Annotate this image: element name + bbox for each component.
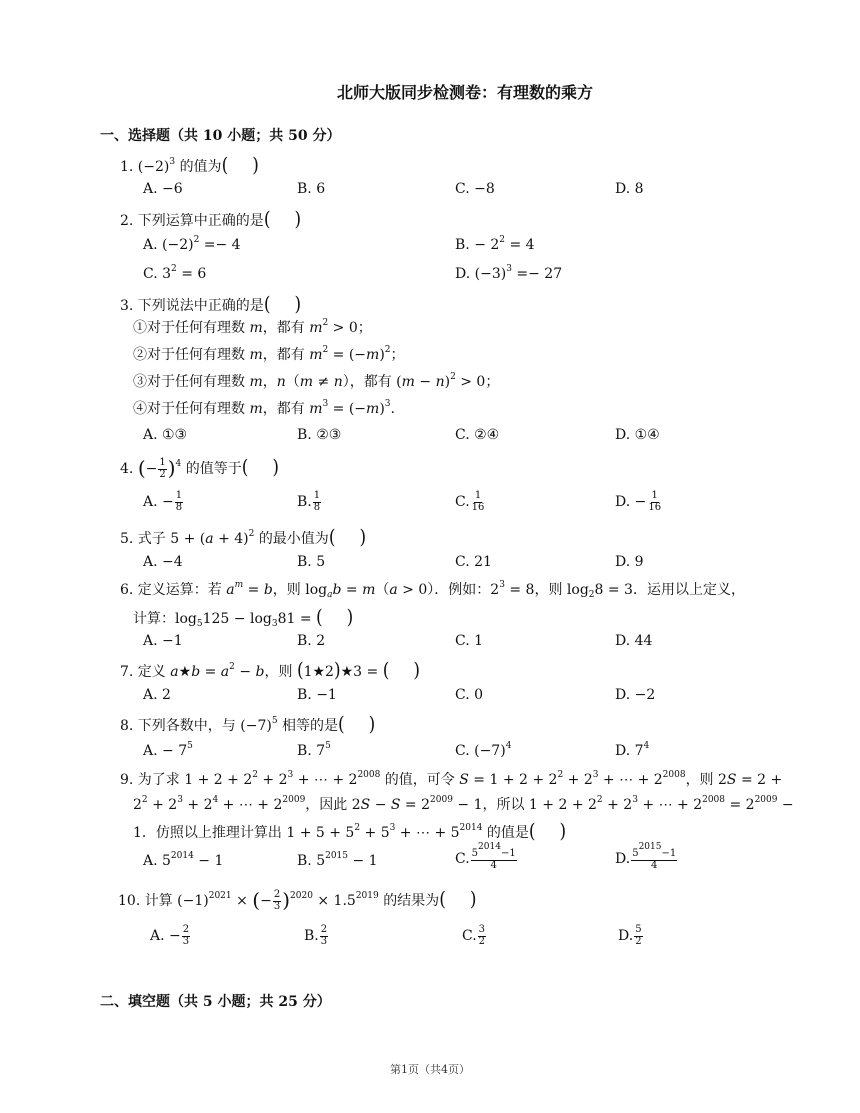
q3-option-a: A. ①③ <box>143 427 188 443</box>
q9-option-b: B. $5^{2015} - 1$ <box>297 851 378 869</box>
question-6-line-2: 计算：$\log_5125 - \log_381$ = ( ) <box>133 606 354 630</box>
q1-option-b: B. 6 <box>297 181 326 197</box>
q10-option-c: C. $\frac{3}{2}$ <box>462 924 486 947</box>
q9-option-a: A. $5^{2014} - 1$ <box>143 851 224 869</box>
question-2: 2. 下列运算中正确的是( ) <box>120 208 302 232</box>
q4-option-a: A. − $\frac{1}{8}$ <box>143 490 183 513</box>
q9-option-d: D. $\frac{5^{2015}-1}{4}$ <box>615 842 677 871</box>
q2-option-a: A. $(-2)^2 =- 4$ <box>143 235 241 253</box>
q7-option-a: A. 2 <box>143 687 171 703</box>
q2-option-b: B. − $2^2 = 4$ <box>455 235 535 253</box>
q6-option-a: A. −1 <box>143 633 183 649</box>
q4-option-b: B. $\frac{1}{8}$ <box>297 490 321 513</box>
question-9-line-1: 9. 为了求 $1 + 2 + 2^2 + 2^3$ + ⋯ + $2^{2008}$ 的值，可令 $S = 1 + 2 + 2^2 + 2^3$ + ⋯ + $2^{2008}$，则 2S = 2 + <box>120 770 783 788</box>
question-7: 7. 定义 a★b = $a^2 - b$，则 (1★2)★3 = ( ) <box>120 659 420 683</box>
q3-statement-2: ②对于任何有理数 m，都有 $m^2 = (-m)^2$； <box>133 345 405 363</box>
q3-option-c: C. ②④ <box>455 427 500 443</box>
page-title: 北师大版同步检测卷：有理数的乘方 <box>336 83 593 102</box>
question-3: 3. 下列说法中正确的是( ) <box>120 293 302 317</box>
section-heading-fill-blank: 二、填空题（共 5 小题；共 25 分） <box>100 994 331 1010</box>
page-footer: 第1页（共4页） <box>390 1063 470 1076</box>
question-1: 1. $(-2)^3$ 的值为( ) <box>120 154 259 178</box>
q1-option-d: D. 8 <box>615 181 644 197</box>
q1-option-a: A. −6 <box>143 181 183 197</box>
q1-option-c: C. −8 <box>455 181 495 197</box>
question-9-line-2: $2^2 + 2^3 + 2^4$ + ⋯ + $2^{2009}$，因此 $2S - S = 2^{2009} - 1$，所以 $1 + 2 + 2^2 + 2^3$ + ⋯ + $2^{2008} = 2^{2009}$ − <box>133 795 794 813</box>
question-4: 4. (− $\frac{1}{2}$ )$^4$ 的值等于( ) <box>120 456 280 480</box>
q3-option-b: B. ②③ <box>297 427 342 443</box>
q10-option-a: A. − $\frac{2}{3}$ <box>150 924 190 947</box>
q3-statement-4: ④对于任何有理数 m，都有 $m^3 = (-m)^3$. <box>133 399 395 417</box>
q8-option-a: A. − $7^5$ <box>143 741 193 759</box>
question-5: 5. 式子 $5 + (a + 4)^2$ 的最小值为( ) <box>120 526 367 550</box>
q8-option-c: C. $(-7)^4$ <box>455 741 512 759</box>
q5-option-b: B. 5 <box>297 554 326 570</box>
q3-option-d: D. ①④ <box>615 427 660 443</box>
question-6-line-1: 6. 定义运算：若 $a^m = b$，则 $\log_ab = m(a > 0)$．例如：$2^3 = 8$，则 $\log_28 = 3$．运用以上定义， <box>120 580 745 600</box>
q6-option-c: C. 1 <box>455 633 484 649</box>
q4-option-d: D. − $\frac{1}{16}$ <box>615 490 662 513</box>
q3-statement-3: ③对于任何有理数 m，n（m ≠ n），都有 $(m - n)^2 > 0$； <box>133 372 500 390</box>
q8-option-b: B. $7^5$ <box>297 741 331 759</box>
q6-option-d: D. 44 <box>615 633 653 649</box>
q6-option-b: B. 2 <box>297 633 326 649</box>
q7-option-c: C. 0 <box>455 687 484 703</box>
question-10: 10. 计算 $(-1)^{2021}$ × (− $\frac{2}{3}$ )$^{2020} \times 1.5^{2019}$ 的结果为( ) <box>118 888 477 912</box>
section-heading-choice: 一、选择题（共 10 小题；共 50 分） <box>100 128 341 144</box>
question-9-line-3: 1．仿照以上推理计算出 $1 + 5 + 5^2 + 5^3$ + ⋯ + $5^{2014}$ 的值是( ) <box>133 820 567 844</box>
q4-option-c: C. $\frac{1}{16}$ <box>455 490 485 513</box>
q3-statement-1: ①对于任何有理数 m，都有 $m^2 > 0$； <box>133 318 372 336</box>
q7-option-d: D. −2 <box>615 687 656 703</box>
q2-option-c: C. $3^2 = 6$ <box>143 264 207 282</box>
q2-option-d: D. $(-3)^3 =- 27$ <box>455 264 563 282</box>
question-8: 8. 下列各数中，与 $(-7)^5$ 相等的是( ) <box>120 713 376 737</box>
q7-option-b: B. −1 <box>297 687 337 703</box>
q5-option-a: A. −4 <box>143 554 183 570</box>
q5-option-c: C. 21 <box>455 554 492 570</box>
q9-option-c: C. $\frac{5^{2014}-1}{4}$ <box>455 842 516 871</box>
q5-option-d: D. 9 <box>615 554 644 570</box>
q10-option-b: B. $\frac{2}{3}$ <box>304 924 328 947</box>
q10-option-d: D. $\frac{5}{2}$ <box>618 924 642 947</box>
q8-option-d: D. $7^4$ <box>615 741 650 759</box>
